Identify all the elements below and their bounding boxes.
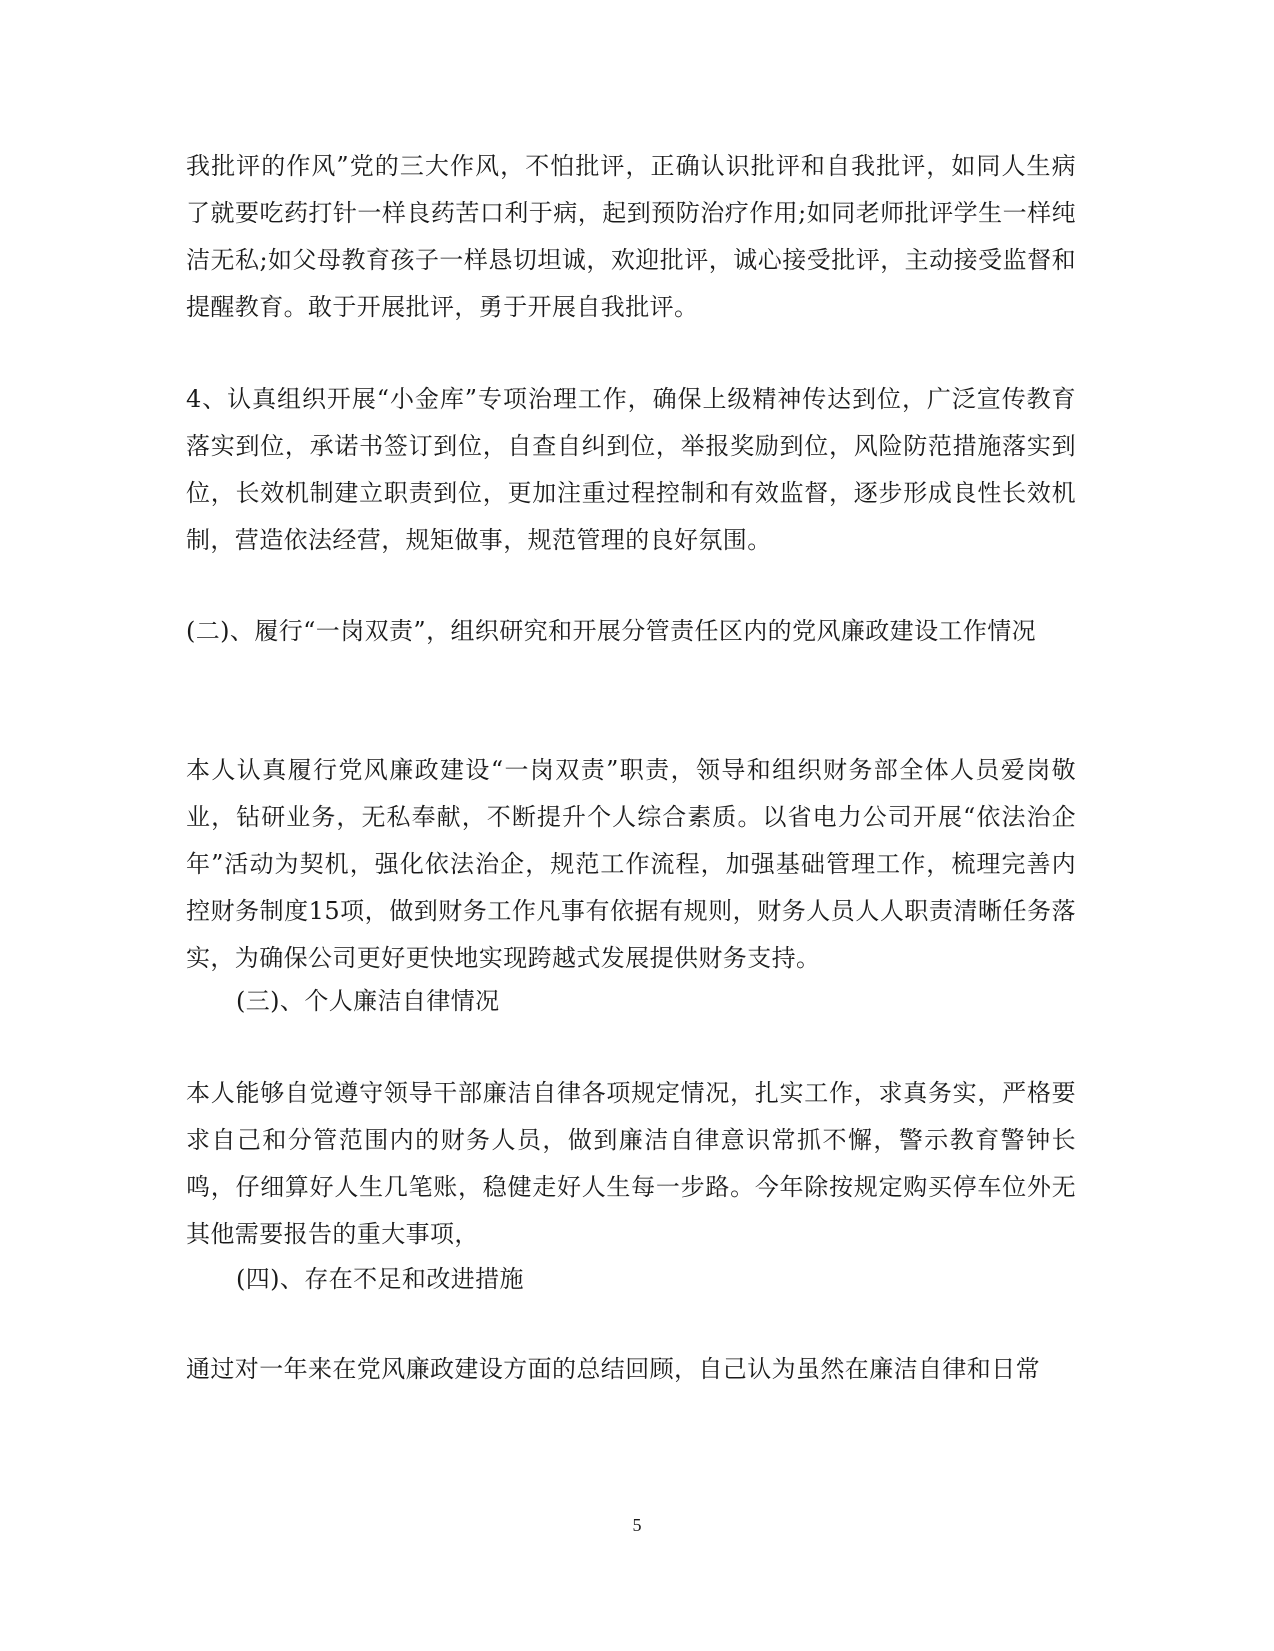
- page-number: 5: [632, 1515, 642, 1535]
- paragraph-one-post-two-duties: 本人认真履行党风廉政建设“一岗双责”职责，领导和组织财务部全体人员爱岗敬业，钻研业务，无私奉献，不断提升个人综合素质。以省电力公司开展“依法治企年”活动为契机，强化依法治企，规范工作流程，加强基础管理工作，梳理完善内控财务制度15项，做到财务工作凡事有依据有规则，财务人员人人职责清晰任务落实，为确保公司更好更快地实现跨越式发展提供财务支持。: [186, 756, 1076, 972]
- paragraph-self-discipline: 本人能够自觉遵守领导干部廉洁自律各项规定情况，扎实工作，求真务实，严格要求自己和分管范围内的财务人员，做到廉洁自律意识常抓不懈，警示教育警钟长鸣，仔细算好人生几笔账，稳健走好人生每一步路。今年除按规定购买停车位外无其他需要报告的重大事项，: [186, 1079, 1076, 1248]
- heading-section-four: (四)、存在不足和改进措施: [236, 1265, 524, 1293]
- paragraph-review: 通过对一年来在党风廉政建设方面的总结回顾，自己认为虽然在廉洁自律和日常: [186, 1355, 1040, 1383]
- paragraph-small-treasury: 4、认真组织开展“小金库”专项治理工作，确保上级精神传达到位，广泛宣传教育落实到位，承诺书签订到位，自查自纠到位，举报奖励到位，风险防范措施落实到位，长效机制建立职责到位，更加注重过程控制和有效监督，逐步形成良性长效机制，营造依法经营，规矩做事，规范管理的良好氛围。: [186, 385, 1076, 554]
- heading-section-two: (二)、履行“一岗双责”，组织研究和开展分管责任区内的党风廉政建设工作情况: [186, 617, 1037, 645]
- paragraph-self-criticism: 我批评的作风”党的三大作风，不怕批评，正确认识批评和自我批评，如同人生病了就要吃药打针一样良药苦口利于病，起到预防治疗作用;如同老师批评学生一样纯洁无私;如父母教育孩子一样恳切坦诚，欢迎批评，诚心接受批评，主动接受监督和提醒教育。敢于开展批评，勇于开展自我批评。: [186, 152, 1076, 321]
- heading-section-three: (三)、个人廉洁自律情况: [236, 987, 500, 1015]
